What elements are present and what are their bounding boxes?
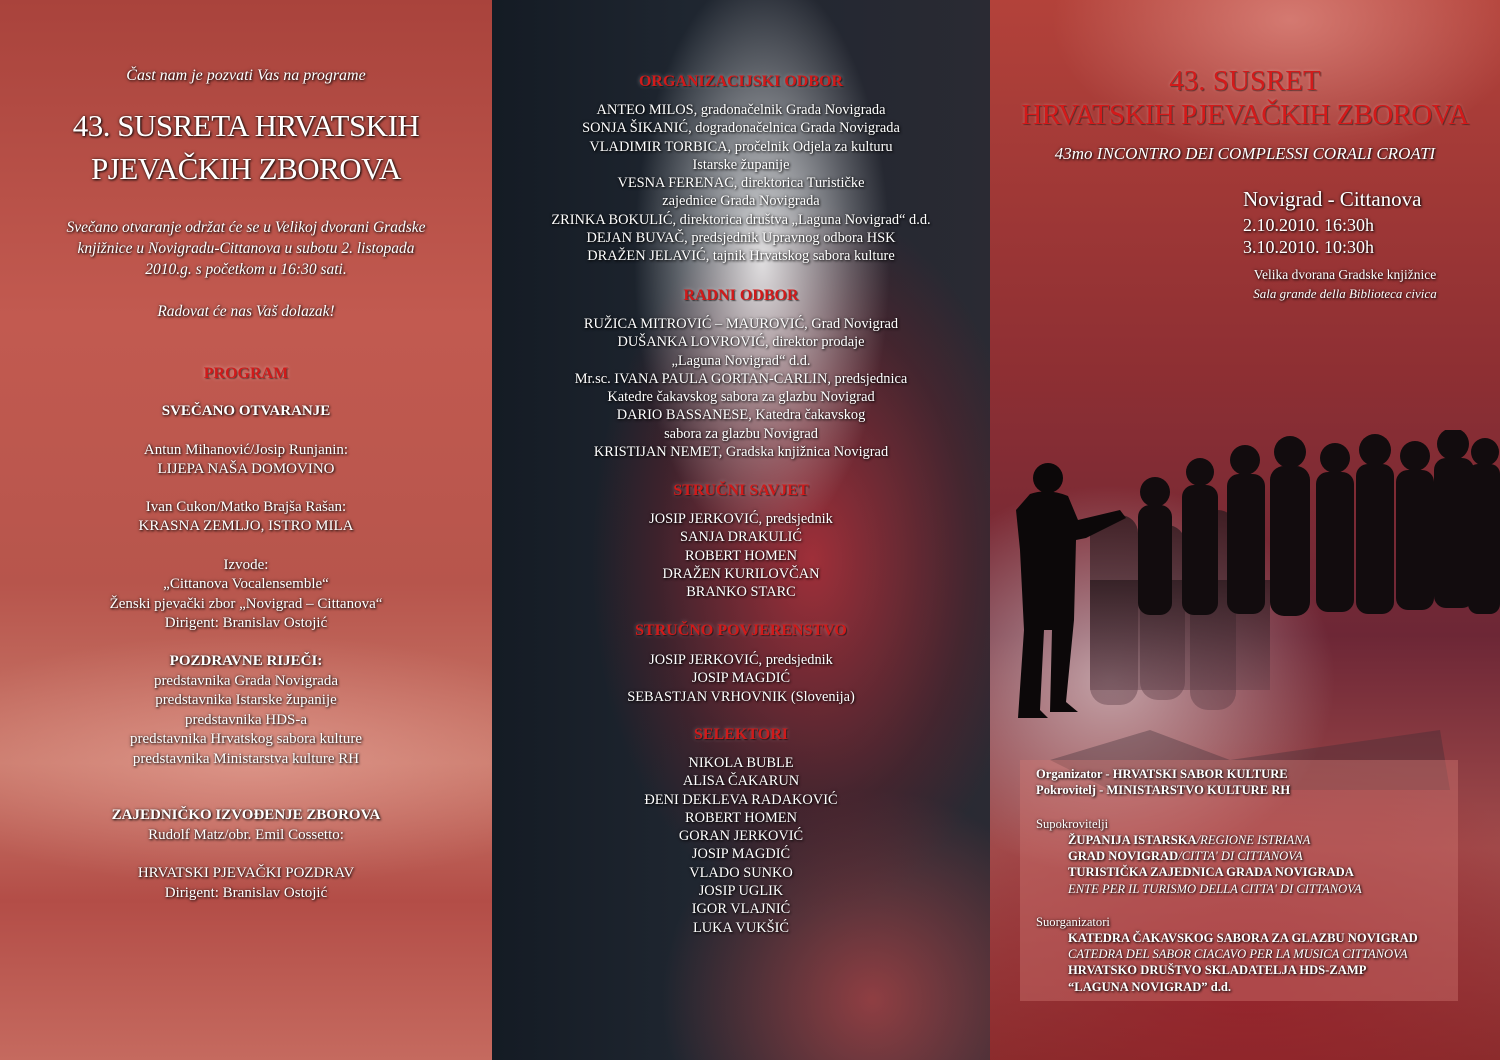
work-committee-list: [492, 315, 990, 461]
greetings-item: predstavnika Ministarstva kulture RH: [132, 750, 360, 767]
committee-member: DUŠANKA LOVROVIĆ, direktor prodaje: [617, 334, 865, 351]
festival-subtitle-italian: 43mo INCONTRO DEI COMPLESSI CORALI CROATI: [1054, 144, 1436, 163]
cosponsors-label: Supokrovitelji: [1036, 817, 1109, 831]
committee-member: Istarske županije: [692, 156, 790, 173]
program-item: [0, 556, 492, 634]
cosponsor: GRAD NOVIGRAD/CITTA' DI CITTANOVA: [1068, 849, 1303, 864]
committee-member: zajednice Grada Novigrada: [662, 193, 820, 210]
right-panel: [990, 0, 1500, 1060]
selectors-heading: SELEKTORI: [694, 726, 788, 743]
festival-title-line2: HRVATSKIH PJEVAČKIH ZBOROVA: [1021, 99, 1469, 131]
greetings-item: predstavnika HDS-a: [184, 711, 308, 728]
committee-member: VESNA FERENAC, direktorica Turističke: [617, 175, 865, 192]
council-member: SANJA DRAKULIĆ: [680, 529, 802, 546]
invitation-line: Čast nam je pozvati Vas na programe: [126, 67, 366, 84]
commission-member: SEBASTJAN VRHOVNIK (Slovenija): [627, 688, 855, 705]
selector-name: GORAN JERKOVIĆ: [678, 828, 804, 845]
committee-member: Mr.sc. IVANA PAULA GORTAN-CARLIN, predsjednica: [574, 370, 908, 387]
location: Novigrad - Cittanova: [1243, 187, 1422, 211]
program-item-line: Antun Mihanović/Josip Runjanin:: [143, 442, 349, 458]
festival-title: [1000, 64, 1490, 132]
committee-member: RUŽICA MITROVIĆ – MAUROVIĆ, Grad Novigrad: [583, 316, 899, 332]
committee-member: SONJA ŠIKANIĆ, dogradonačelnica Grada Novigrada: [582, 120, 900, 137]
greetings-item: predstavnika Hrvatskog sabora kulture: [129, 731, 363, 748]
date-2: 3.10.2010. 10:30h: [1243, 237, 1375, 257]
greetings-item: predstavnika Grada Novigrada: [153, 673, 339, 689]
committee-member: sabora za glazbu Novigrad: [664, 425, 818, 442]
committee-member: VLADIMIR TORBICA, pročelnik Odjela za kulturu: [589, 138, 893, 155]
sponsors-box: [1020, 760, 1458, 1001]
left-panel: [0, 0, 492, 1060]
council-list: [492, 510, 990, 601]
cosponsor-italian: ENTE PER IL TURISMO DELLA CITTA' DI CITTANOVA: [1068, 881, 1362, 896]
program-title-line2: PJEVAČKIH ZBOROVA: [91, 151, 401, 186]
program-item-line: Izvode:: [223, 557, 269, 573]
middle-panel: [492, 0, 990, 1060]
cosponsor: TURISTIČKA ZAJEDNICA GRADA NOVIGRADA: [1068, 865, 1354, 880]
program-item-line: Dirigent: Branislav Ostojić: [164, 615, 328, 632]
program-item: [0, 498, 492, 537]
greetings-list: [0, 672, 492, 769]
selector-name: VLADO SUNKO: [689, 864, 793, 881]
greetings-item: predstavnika Istarske županije: [155, 692, 337, 709]
coorganizer: HRVATSKO DRUŠTVO SKLADATELJA HDS-ZAMP: [1068, 963, 1367, 978]
coorganizer: KATEDRA ČAKAVSKOG SABORA ZA GLAZBU NOVIGRAD: [1068, 931, 1418, 945]
selector-name: LUKA VUKŠIĆ: [692, 919, 790, 936]
org-committee-list: [492, 101, 990, 266]
program-title: [0, 104, 492, 190]
coorganizer: “LAGUNA NOVIGRAD” d.d.: [1068, 979, 1232, 994]
selectors-list: [492, 754, 990, 937]
selector-name: JOSIP UGLIK: [698, 883, 784, 900]
opening-text-line: Svečano otvaranje održat će se u Velikoj dvorani Gradske: [66, 219, 426, 236]
venue: Velika dvorana Gradske knjižnice: [1253, 267, 1437, 282]
festival-title-line1: 43. SUSRET: [1169, 65, 1321, 97]
opening-text-line: knjižnice u Novigradu-Cittanova u subotu 2. listopada: [77, 240, 415, 257]
program-item-line: LIJEPA NAŠA DOMOVINO: [157, 461, 335, 478]
organizers: [1036, 766, 1290, 798]
council-member: BRANKO STARC: [686, 584, 796, 601]
work-committee-heading: RADNI ODBOR: [683, 287, 799, 304]
welcome-text: Radovat će nas Vaš dolazak!: [157, 303, 335, 320]
selector-name: NIKOLA BUBLE: [688, 755, 794, 771]
committee-member: Katedre čakavskog sabora za glazbu Novigrad: [607, 389, 875, 406]
council-member: JOSIP JERKOVIĆ, predsjednik: [649, 511, 833, 527]
date-1: 2.10.2010. 16:30h: [1243, 215, 1375, 235]
organizer-line: Organizator - HRVATSKI SABOR KULTURE: [1036, 767, 1288, 781]
selector-name: JOSIP MAGDIĆ: [691, 846, 791, 863]
opening-heading: SVEČANO OTVARANJE: [161, 403, 331, 419]
coorganizers-list: [1068, 930, 1418, 995]
patron-line: Pokrovitelj - MINISTARSTVO KULTURE RH: [1036, 783, 1291, 798]
program-item: [0, 441, 492, 480]
council-heading: STRUČNI SAVJET: [673, 482, 809, 499]
greetings-heading: POZDRAVNE RIJEČI:: [169, 653, 323, 669]
commission-list: [492, 651, 990, 706]
coorganizer-italian: CATEDRA DEL SABOR CIACAVO PER LA MUSICA CITTANOVA: [1068, 947, 1408, 962]
commission-heading: STRUČNO POVJERENSTVO: [635, 622, 847, 639]
anthem-title: HRVATSKI PJEVAČKI POZDRAV: [137, 865, 355, 881]
opening-text-line: 2010.g. s početkom u 16:30 sati.: [145, 261, 347, 278]
council-member: ROBERT HOMEN: [684, 547, 797, 564]
org-committee-heading: ORGANIZACIJSKI ODBOR: [638, 73, 844, 90]
committee-member: DARIO BASSANESE, Katedra čakavskog: [616, 407, 866, 424]
council-member: DRAŽEN KURILOVČAN: [662, 565, 820, 582]
program-heading: PROGRAM: [203, 365, 289, 382]
committee-member: „Laguna Novigrad“ d.d.: [671, 352, 811, 369]
cosponsors-list: [1068, 832, 1362, 897]
committee-member: DEJAN BUVAČ, predsjednik Upravnog odbora HSK: [586, 230, 896, 247]
commission-member: JOSIP MAGDIĆ: [691, 670, 791, 687]
committee-member: ANTEO MILOS, gradonačelnik Grada Novigrada: [596, 102, 886, 118]
selector-name: ĐENI DEKLEVA RADAKOVIĆ: [644, 791, 838, 808]
program-item-line: Ženski pjevački zbor „Novigrad – Cittanova“: [109, 595, 383, 612]
cosponsor: ŽUPANIJA ISTARSKA/REGIONE ISTRIANA: [1068, 833, 1311, 847]
joint-subtitle: Rudolf Matz/obr. Emil Cossetto:: [148, 827, 344, 843]
selector-name: ROBERT HOMEN: [684, 809, 797, 826]
committee-member: DRAŽEN JELAVIĆ, tajnik Hrvatskog sabora kulture: [587, 248, 895, 265]
commission-member: JOSIP JERKOVIĆ, predsjednik: [649, 652, 833, 668]
program-item-line: „Cittanova Vocalensemble“: [163, 576, 329, 593]
program-item-line: Ivan Cukon/Matko Brajša Rašan:: [145, 499, 347, 515]
selector-name: ALISA ČAKARUN: [682, 773, 800, 790]
selector-name: IGOR VLAJNIĆ: [691, 901, 791, 918]
joint-heading: ZAJEDNIČKO IZVOĐENJE ZBOROVA: [111, 807, 381, 823]
venue-italian: Sala grande della Biblioteca civica: [1253, 286, 1437, 301]
opening-text: [0, 217, 492, 280]
anthem-conductor: Dirigent: Branislav Ostojić: [164, 885, 328, 901]
committee-member: ZRINKA BOKULIĆ, direktorica društva „Laguna Novigrad“ d.d.: [551, 211, 931, 228]
coorganizers-label: Suorganizatori: [1036, 915, 1110, 929]
program-title-line1: 43. SUSRETA HRVATSKIH: [72, 108, 420, 143]
committee-member: KRISTIJAN NEMET, Gradska knjižnica Novigrad: [593, 444, 889, 461]
program-item-line: KRASNA ZEMLJO, ISTRO MILA: [138, 518, 354, 535]
